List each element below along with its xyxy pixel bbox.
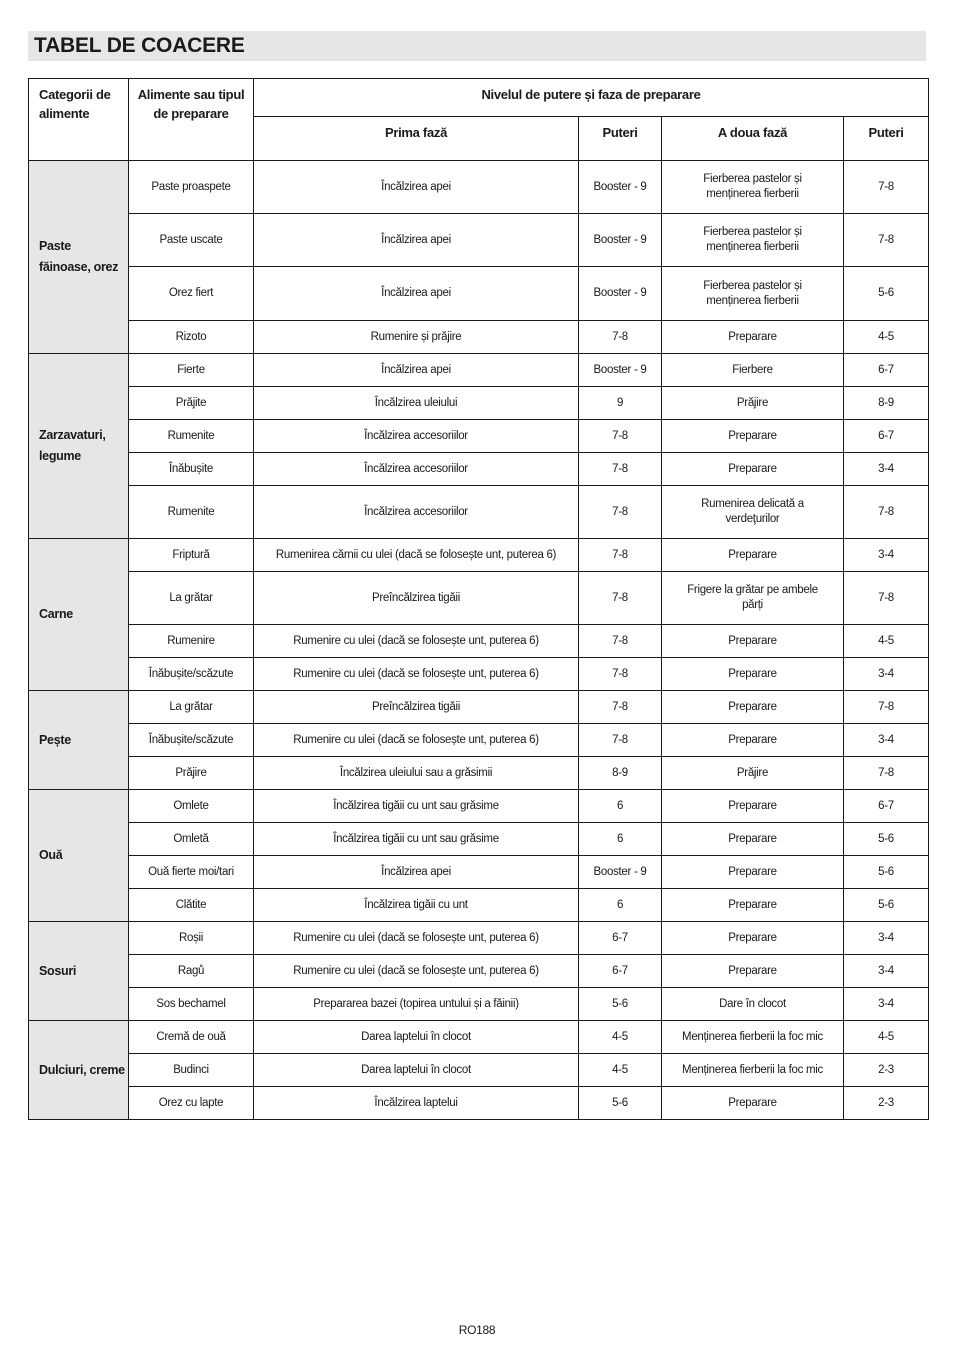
food-cell: Fierte xyxy=(129,354,254,387)
category-cell: Ouă xyxy=(29,790,129,922)
food-cell: Cremă de ouă xyxy=(129,1021,254,1054)
category-cell: Carne xyxy=(29,539,129,691)
phase2-cell: Preparare xyxy=(662,453,844,486)
phase1-cell: Rumenire cu ulei (dacă se folosește unt, puterea 6) xyxy=(254,724,579,757)
phase2-cell: Prăjire xyxy=(662,757,844,790)
phase1-cell: Rumenire cu ulei (dacă se folosește unt, puterea 6) xyxy=(254,658,579,691)
header-food: Alimente sau tipul de preparare xyxy=(129,79,254,161)
phase1-cell: Încălzirea tigăii cu unt sau grăsime xyxy=(254,823,579,856)
phase1-cell: Darea laptelui în clocot xyxy=(254,1021,579,1054)
power2-cell: 3-4 xyxy=(844,922,929,955)
food-cell: Prăjite xyxy=(129,387,254,420)
phase2-cell: Preparare xyxy=(662,790,844,823)
phase2-cell: Menținerea fierberii la foc mic xyxy=(662,1054,844,1087)
phase2-cell: Preparare xyxy=(662,724,844,757)
phase1-cell: Încălzirea accesoriilor xyxy=(254,453,579,486)
phase2-cell: Preparare xyxy=(662,922,844,955)
power1-cell: 6 xyxy=(579,889,662,922)
power2-cell: 3-4 xyxy=(844,724,929,757)
food-cell: Orez fiert xyxy=(129,267,254,321)
page-footer: RO188 xyxy=(458,1323,496,1337)
phase2-cell: Preparare xyxy=(662,889,844,922)
food-cell: La grătar xyxy=(129,691,254,724)
food-cell: Rumenite xyxy=(129,420,254,453)
table-row xyxy=(29,658,929,691)
table-row xyxy=(29,856,929,889)
phase1-cell: Încălzirea uleiului sau a grăsimii xyxy=(254,757,579,790)
phase1-cell: Darea laptelui în clocot xyxy=(254,1054,579,1087)
food-cell: Înăbușite/scăzute xyxy=(129,658,254,691)
food-cell: Sos bechamel xyxy=(129,988,254,1021)
food-cell: Orez cu lapte xyxy=(129,1087,254,1120)
table-row xyxy=(29,625,929,658)
table-row xyxy=(29,354,929,387)
power2-cell: 3-4 xyxy=(844,539,929,572)
power1-cell: 7-8 xyxy=(579,453,662,486)
power2-cell: 7-8 xyxy=(844,161,929,214)
food-cell: Rumenite xyxy=(129,486,254,539)
food-cell: Înăbușite xyxy=(129,453,254,486)
power1-cell: 5-6 xyxy=(579,988,662,1021)
phase2-cell: Fierberea pastelor și menținerea fierberii xyxy=(662,161,844,214)
table-row xyxy=(29,1021,929,1054)
power1-cell: 6-7 xyxy=(579,922,662,955)
food-cell: Rizoto xyxy=(129,321,254,354)
phase2-cell: Preparare xyxy=(662,625,844,658)
power1-cell: 7-8 xyxy=(579,724,662,757)
phase2-cell: Rumenirea delicată a verdeţurilor xyxy=(662,486,844,539)
phase2-cell: Preparare xyxy=(662,321,844,354)
table-row xyxy=(29,724,929,757)
table-body xyxy=(29,161,929,1120)
power2-cell: 2-3 xyxy=(844,1087,929,1120)
power1-cell: 7-8 xyxy=(579,420,662,453)
power1-cell: 7-8 xyxy=(579,539,662,572)
power1-cell: 6 xyxy=(579,823,662,856)
table-row xyxy=(29,889,929,922)
food-cell: Prăjire xyxy=(129,757,254,790)
table-row xyxy=(29,214,929,267)
phase1-cell: Rumenirea cărnii cu ulei (dacă se folosește unt, puterea 6) xyxy=(254,539,579,572)
phase1-cell: Încălzirea apei xyxy=(254,856,579,889)
power2-cell: 7-8 xyxy=(844,757,929,790)
phase1-cell: Preîncălzirea tigăii xyxy=(254,572,579,625)
power1-cell: 7-8 xyxy=(579,572,662,625)
phase2-cell: Dare în clocot xyxy=(662,988,844,1021)
phase2-cell: Preparare xyxy=(662,539,844,572)
power2-cell: 5-6 xyxy=(844,823,929,856)
table-row xyxy=(29,823,929,856)
phase1-cell: Prepararea bazei (topirea untului și a făinii) xyxy=(254,988,579,1021)
category-cell: Sosuri xyxy=(29,922,129,1021)
header-phase1: Prima fază xyxy=(254,117,579,161)
category-cell: Pește xyxy=(29,691,129,790)
phase1-cell: Încălzirea accesoriilor xyxy=(254,420,579,453)
phase1-cell: Încălzirea apei xyxy=(254,214,579,267)
phase1-cell: Rumenire cu ulei (dacă se folosește unt, puterea 6) xyxy=(254,625,579,658)
power1-cell: 8-9 xyxy=(579,757,662,790)
phase1-cell: Rumenire cu ulei (dacă se folosește unt, puterea 6) xyxy=(254,955,579,988)
table-row xyxy=(29,539,929,572)
food-cell: Ouă fierte moi/tari xyxy=(129,856,254,889)
power1-cell: 7-8 xyxy=(579,321,662,354)
food-cell: Budinci xyxy=(129,1054,254,1087)
power2-cell: 5-6 xyxy=(844,856,929,889)
power2-cell: 7-8 xyxy=(844,486,929,539)
phase2-cell: Frigere la grătar pe ambele părți xyxy=(662,572,844,625)
phase1-cell: Încălzirea apei xyxy=(254,354,579,387)
phase1-cell: Încălzirea accesoriilor xyxy=(254,486,579,539)
phase1-cell: Încălzirea uleiului xyxy=(254,387,579,420)
power1-cell: Booster - 9 xyxy=(579,214,662,267)
phase2-cell: Preparare xyxy=(662,420,844,453)
power1-cell: 7-8 xyxy=(579,486,662,539)
power1-cell: Booster - 9 xyxy=(579,354,662,387)
phase2-cell: Prăjire xyxy=(662,387,844,420)
power1-cell: 7-8 xyxy=(579,658,662,691)
phase1-cell: Preîncălzirea tigăii xyxy=(254,691,579,724)
phase1-cell: Încălzirea apei xyxy=(254,267,579,321)
food-cell: Clătite xyxy=(129,889,254,922)
power1-cell: 7-8 xyxy=(579,625,662,658)
table-row xyxy=(29,572,929,625)
table-row xyxy=(29,453,929,486)
table-row xyxy=(29,922,929,955)
power2-cell: 7-8 xyxy=(844,691,929,724)
table-row xyxy=(29,161,929,214)
food-cell: Înăbușite/scăzute xyxy=(129,724,254,757)
table-row xyxy=(29,691,929,724)
power1-cell: 4-5 xyxy=(579,1054,662,1087)
power2-cell: 5-6 xyxy=(844,889,929,922)
food-cell: Rumenire xyxy=(129,625,254,658)
power2-cell: 6-7 xyxy=(844,790,929,823)
phase1-cell: Încălzirea apei xyxy=(254,161,579,214)
table-row xyxy=(29,387,929,420)
phase1-cell: Rumenire și prăjire xyxy=(254,321,579,354)
phase1-cell: Încălzirea tigăii cu unt xyxy=(254,889,579,922)
power1-cell: 5-6 xyxy=(579,1087,662,1120)
power2-cell: 3-4 xyxy=(844,453,929,486)
power1-cell: Booster - 9 xyxy=(579,161,662,214)
food-cell: Ragů xyxy=(129,955,254,988)
table-row xyxy=(29,420,929,453)
food-cell: Paste uscate xyxy=(129,214,254,267)
food-cell: Omletă xyxy=(129,823,254,856)
phase2-cell: Menținerea fierberii la foc mic xyxy=(662,1021,844,1054)
title-bar xyxy=(28,31,926,61)
power1-cell: 7-8 xyxy=(579,691,662,724)
phase2-cell: Preparare xyxy=(662,1087,844,1120)
cooking-table xyxy=(28,78,929,1120)
power2-cell: 4-5 xyxy=(844,625,929,658)
power1-cell: 9 xyxy=(579,387,662,420)
phase2-cell: Fierberea pastelor și menținerea fierberii xyxy=(662,267,844,321)
table-row xyxy=(29,1054,929,1087)
table-row xyxy=(29,1087,929,1120)
power2-cell: 4-5 xyxy=(844,1021,929,1054)
food-cell: Friptură xyxy=(129,539,254,572)
table-row xyxy=(29,757,929,790)
power1-cell: 4-5 xyxy=(579,1021,662,1054)
phase2-cell: Preparare xyxy=(662,856,844,889)
power2-cell: 5-6 xyxy=(844,267,929,321)
header-power1: Puteri xyxy=(579,117,662,161)
power2-cell: 7-8 xyxy=(844,572,929,625)
phase1-cell: Încălzirea laptelui xyxy=(254,1087,579,1120)
phase1-cell: Rumenire cu ulei (dacă se folosește unt, puterea 6) xyxy=(254,922,579,955)
phase2-cell: Preparare xyxy=(662,823,844,856)
food-cell: Omlete xyxy=(129,790,254,823)
power1-cell: Booster - 9 xyxy=(579,856,662,889)
phase1-cell: Încălzirea tigăii cu unt sau grăsime xyxy=(254,790,579,823)
header-power2: Puteri xyxy=(844,117,929,161)
category-cell: Zarzavaturi, legume xyxy=(29,354,129,539)
phase2-cell: Fierbere xyxy=(662,354,844,387)
power2-cell: 7-8 xyxy=(844,214,929,267)
power1-cell: Booster - 9 xyxy=(579,267,662,321)
table-row xyxy=(29,321,929,354)
header-group: Nivelul de putere și faza de preparare xyxy=(254,79,929,117)
food-cell: Paste proaspete xyxy=(129,161,254,214)
power1-cell: 6-7 xyxy=(579,955,662,988)
power2-cell: 8-9 xyxy=(844,387,929,420)
table-row xyxy=(29,988,929,1021)
power2-cell: 3-4 xyxy=(844,955,929,988)
power2-cell: 3-4 xyxy=(844,988,929,1021)
table-row xyxy=(29,486,929,539)
category-cell: Paste făinoase, orez xyxy=(29,161,129,354)
table-row xyxy=(29,790,929,823)
food-cell: Roșii xyxy=(129,922,254,955)
power2-cell: 6-7 xyxy=(844,354,929,387)
food-cell: La grătar xyxy=(129,572,254,625)
phase2-cell: Fierberea pastelor și menținerea fierberii xyxy=(662,214,844,267)
power2-cell: 4-5 xyxy=(844,321,929,354)
power2-cell: 2-3 xyxy=(844,1054,929,1087)
header-category: Categorii de alimente xyxy=(29,79,129,161)
table-row xyxy=(29,267,929,321)
phase2-cell: Preparare xyxy=(662,658,844,691)
phase2-cell: Preparare xyxy=(662,691,844,724)
phase2-cell: Preparare xyxy=(662,955,844,988)
page-title: TABEL DE COACERE xyxy=(34,34,245,57)
category-cell: Dulciuri, creme xyxy=(29,1021,129,1120)
power2-cell: 6-7 xyxy=(844,420,929,453)
header-phase2: A doua fază xyxy=(662,117,844,161)
power1-cell: 6 xyxy=(579,790,662,823)
table-row xyxy=(29,955,929,988)
power2-cell: 3-4 xyxy=(844,658,929,691)
